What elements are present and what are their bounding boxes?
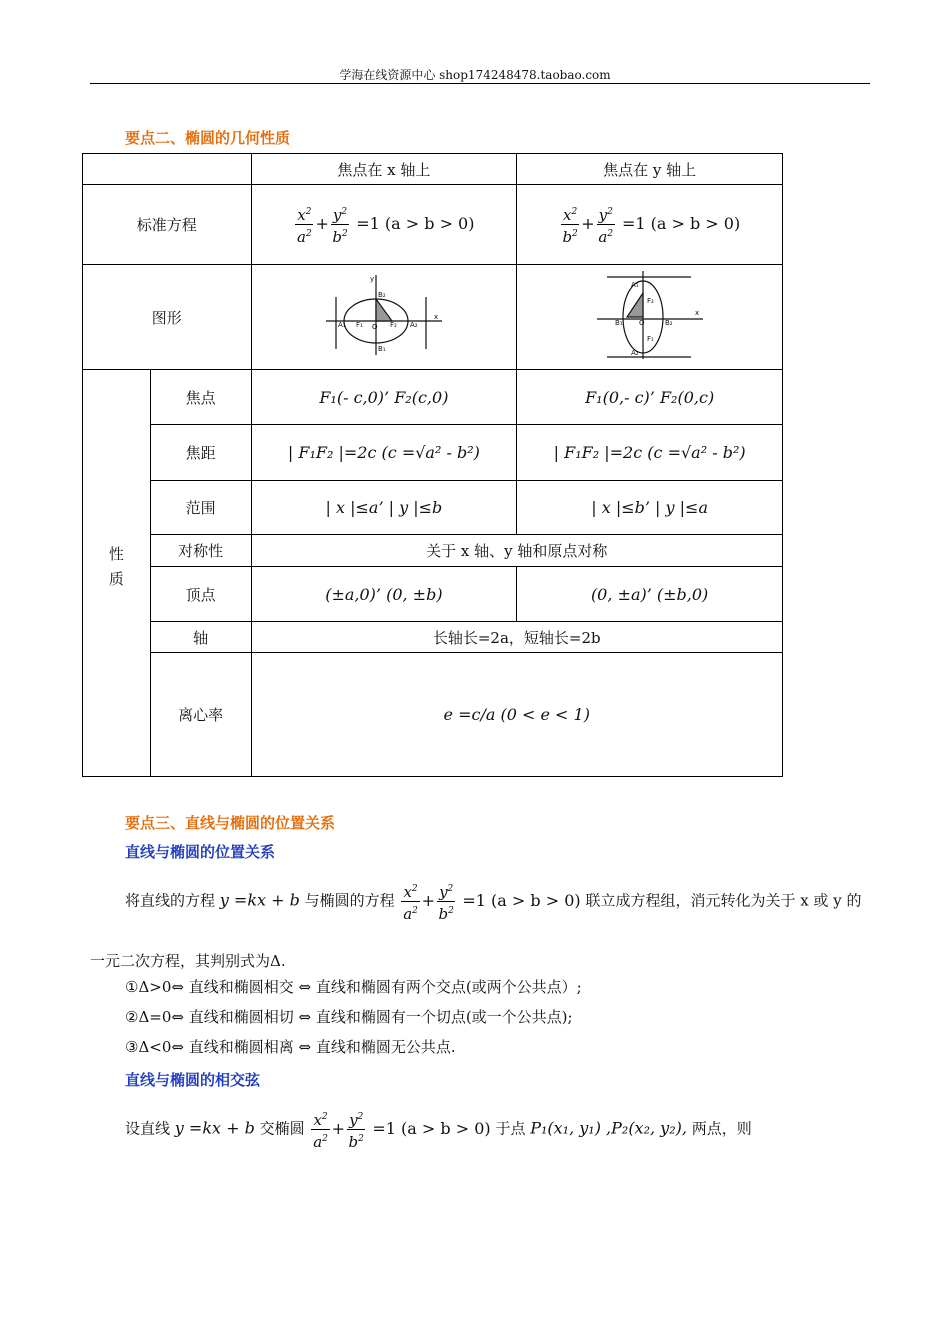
case-2: ②Δ=0⇔ 直线和椭圆相切 ⇔ 直线和椭圆有一个切点(或一个公共点); [125,1008,573,1026]
col-header-y: 焦点在 y 轴上 [517,154,783,185]
focus-x: F₁(- c,0)’ F₂(c,0) [251,370,517,425]
ellipse-properties-table [82,153,783,777]
graph-y-cell [517,265,783,370]
section2-title: 要点二、椭圆的几何性质 [125,129,291,147]
sub1-title: 直线与椭圆的位置关系 [125,843,276,861]
svg-text:F₁: F₁ [355,321,363,329]
svg-text:B₂: B₂ [664,319,673,327]
std-eq-y-cond: =1 (a > b > 0) [621,214,741,233]
svg-text:B₁: B₁ [614,319,623,327]
svg-text:A₂: A₂ [630,349,639,357]
svg-text:F₂: F₂ [389,321,397,329]
axis-text: 长轴长=2a，短轴长=2b [251,622,782,653]
sub2-title: 直线与椭圆的相交弦 [125,1071,261,1089]
std-eq-x-cond: =1 (a > b > 0) [356,214,475,233]
svg-text:F₂: F₂ [646,297,654,305]
row-label-vertex: 顶点 [150,567,251,622]
case-3: ③Δ<0⇔ 直线和椭圆相离 ⇔ 直线和椭圆无公共点. [125,1038,456,1056]
header-divider [90,83,870,84]
svg-text:A₁: A₁ [630,281,639,289]
svg-text:x: x [694,309,699,317]
page-header: 学海在线资源中心 shop174248478.taobao.com [339,68,611,82]
ellipse-y-figure [595,269,705,361]
svg-text:O: O [638,319,645,327]
para3-points: P₁(x₁, y₁) ,P₂(x₂, y₂), [530,1118,687,1138]
para3-cond: =1 (a > b > 0) [372,1119,491,1138]
row-label-sym: 对称性 [150,535,251,567]
para1-a: 将直线的方程 [125,891,216,910]
svg-text:B₁: B₁ [377,345,386,353]
para3-line-eq: y =kx + b [174,1118,255,1138]
std-eq-x: $\frac{x^2}{a^2}$ + $\frac{y^2}{b^2}$ =1 (a > b > 0) [251,185,517,265]
para3-a: 设直线 [125,1119,171,1138]
para1-b: 与椭圆的方程 [304,891,395,910]
svg-text:B₂: B₂ [377,291,386,299]
vertex-x: (±a,0)’ (0, ±b) [251,567,517,622]
focal-y: | F₁F₂ |=2c (c =√a² - b²) [517,425,783,481]
row-label-range: 范围 [150,481,251,535]
section3-title: 要点三、直线与椭圆的位置关系 [125,814,336,832]
vertex-y: (0, ±a)’ (±b,0) [517,567,783,622]
para3-b: 交椭圆 [259,1119,305,1138]
row-label-ecc: 离心率 [150,653,251,777]
sym-text: 关于 x 轴、y 轴和原点对称 [251,535,782,567]
range-y: | x |≤b’ | y |≤a [517,481,783,535]
svg-text:x: x [433,313,439,321]
row-label-graph: 图形 [83,265,252,370]
para1-cond: =1 (a > b > 0) [462,891,581,910]
row-label-std: 标准方程 [83,185,252,265]
graph-x-cell [251,265,517,370]
case-1: ①Δ>0⇔ 直线和椭圆相交 ⇔ 直线和椭圆有两个交点(或两个公共点）; [125,978,582,996]
row-label-focus: 焦点 [150,370,251,425]
group-label-cell [83,370,151,777]
focal-x: | F₁F₂ |=2c (c =√a² - b²) [251,425,517,481]
svg-text:y: y [369,275,375,283]
corner-cell [83,154,252,185]
std-eq-y: $\frac{x^2}{b^2}$ + $\frac{y^2}{a^2}$ =1 (a > b > 0) [517,185,783,265]
para1-line-eq: y =kx + b [219,890,300,910]
focus-y: F₁(0,- c)’ F₂(0,c) [517,370,783,425]
row-label-axis: 轴 [150,622,251,653]
ecc-formula: e =c/a (0 < e < 1) [251,653,782,777]
col-header-x: 焦点在 x 轴上 [251,154,517,185]
svg-text:O: O [371,323,378,331]
para1-c: 联立成方程组，消元转化为关于 x 或 y 的 [585,891,862,910]
para1: 将直线的方程 y =kx + b 与椭圆的方程 $\frac{x^2}{a^2}$ + $\frac{y^2}{b^2}$ =1 (a > b > 0) 联立成方程组，消元转化为关于 x 或 y 的 [125,880,861,923]
svg-text:F₁: F₁ [646,335,654,343]
para3-d: 两点，则 [691,1119,752,1138]
svg-text:A₂: A₂ [409,321,418,329]
row-label-focal: 焦距 [150,425,251,481]
svg-text:A₁: A₁ [337,321,346,329]
para2: 一元二次方程，其判别式为Δ. [90,952,286,970]
para3: 设直线 y =kx + b 交椭圆 $\frac{x^2}{a^2}$ + $\frac{y^2}{b^2}$ =1 (a > b > 0) 于点 P₁(x₁, y₁) ,P₂(x₂, y₂), 两点，则 [125,1108,752,1151]
group-label: 性质 [106,546,125,596]
range-x: | x |≤a’ | y |≤b [251,481,517,535]
ellipse-x-figure [324,273,444,357]
para3-c: 于点 [495,1119,526,1138]
